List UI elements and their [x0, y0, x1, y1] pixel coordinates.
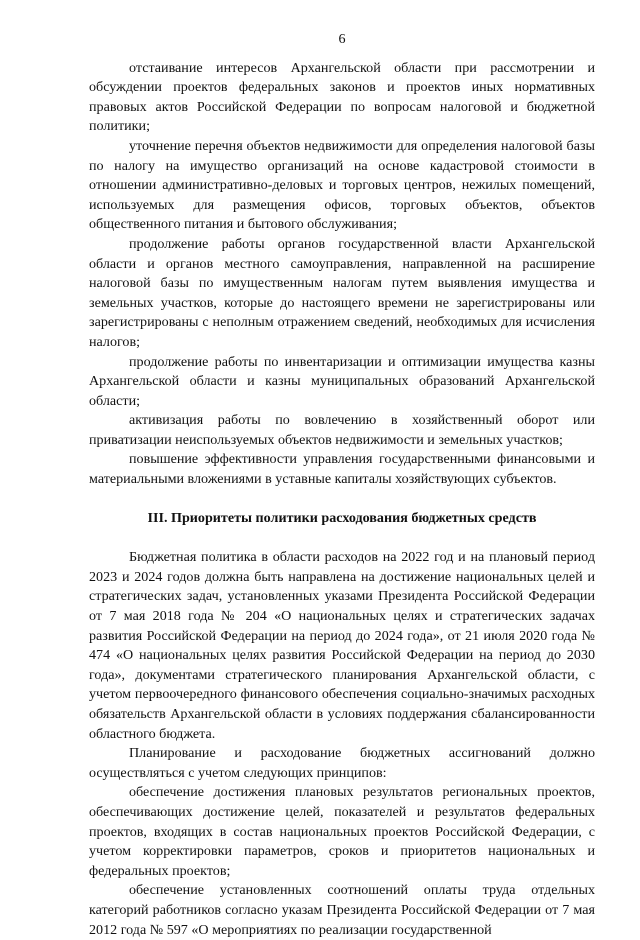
paragraph: продолжение работы по инвентаризации и оптимизации имущества казны Архангельской области и казны муниципальных образований Архангельской области;: [89, 353, 595, 409]
paragraph: отстаивание интересов Архангельской области при рассмотрении и обсуждении проектов федеральных законов и проектов иных нормативных правовых актов Российской Федерации по вопросам налоговой и бюджетной политики;: [89, 59, 595, 135]
paragraph: активизация работы по вовлечению в хозяйственный оборот или приватизации неиспользуемых объектов недвижимости и земельных участков;: [89, 412, 595, 448]
section-heading: III. Приоритеты политики расходования бюджетных средств: [147, 509, 537, 526]
paragraph: обеспечение установленных соотношений оплаты труда отдельных категорий работников согласно указам Президента Российской Федерации от 7 мая 2012 года № 597 «О мероприятиях по реализации государственной: [89, 882, 595, 938]
paragraph: Бюджетная политика в области расходов на 2022 год и на плановый период 2023 и 2024 годов должна быть направлена на достижение национальных целей и стратегических задач, установленных указами Президента Российской Федерации от 7 мая 2018 года № 204 «О национальных целях и стратегических задачах развития Российской Федерации на период до 2024 года», от 21 июля 2020 года № 474 «О национальных целях развития Российской Федерации на период до 2030 года», документами стратегического планирования Архангельской области, с учетом первоочередного финансового обеспечения социально-значимых расходных обязательств Архангельской области в условиях поддержания сбалансированности областного бюджета.: [89, 549, 595, 742]
paragraph: уточнение перечня объектов недвижимости для определения налоговой базы по налогу на имущество организаций на основе кадастровой стоимости в отношении административно-деловых и торговых центров, нежилых помещений, используемых для размещения офисов, торговых объектов, объектов общественного питания и бытового обслуживания;: [89, 137, 595, 233]
page-number: 6: [338, 31, 346, 47]
paragraph: Планирование и расходование бюджетных ассигнований должно осуществляться с учетом следующих принципов:: [89, 745, 595, 781]
document-page: [89, 30, 595, 940]
paragraph: повышение эффективности управления государственными финансовыми и материальными вложениями в уставные капиталы хозяйствующих субъектов.: [89, 451, 595, 488]
paragraph: продолжение работы органов государственной власти Архангельской области и органов местного самоуправления, направленной на расширение налоговой базы по имущественным налогам путем выявления имущества и земельных участков, которые до настоящего времени не зарегистрированы или зарегистрированы с неполным отражением сведений, необходимых для исчисления налогов;: [89, 235, 595, 350]
paragraph: обеспечение достижения плановых результатов региональных проектов, обеспечивающих достижение целей, показателей и результатов федеральных проектов, входящих в состав национальных проектов Российской Федерации, с учетом корректировки параметров, сроков и приоритетов национальных и федеральных проектов;: [89, 784, 595, 879]
